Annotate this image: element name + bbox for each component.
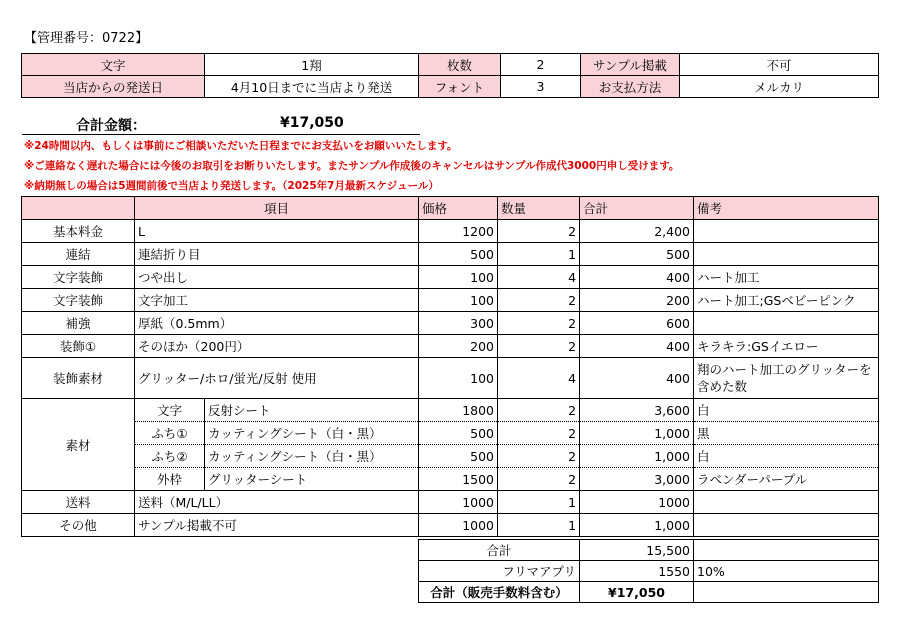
row-category: その他 [22,514,135,537]
row-subtotal: 400 [580,266,694,289]
notice-cancel: ※ご連絡なく遅れた場合には今後のお取引をお断りいたします。またサンプル作成後のキャンセルはサンプル作成代3000円申し受けます。 [24,160,680,172]
header-category [22,197,135,220]
row-qty: 2 [498,220,580,243]
row-qty: 4 [498,358,580,399]
sample-value: 不可 [680,54,879,76]
payment-label: お支払方法 [581,76,680,98]
table-row [22,358,879,399]
row-category: 基本料金 [22,220,135,243]
row-subtotal: 400 [580,335,694,358]
summary-fee-rate: 10% [694,561,879,582]
row-item: そのほか（200円） [135,335,419,358]
row-category: 装飾① [22,335,135,358]
summary-table [418,539,879,603]
row-note [694,491,879,514]
summary-fee-value: 1550 [580,561,694,582]
row-qty: 4 [498,266,580,289]
count-value: 2 [501,54,581,76]
table-row [22,312,879,335]
items-table [21,196,879,537]
row-subtotal: 2,400 [580,220,694,243]
info-row [22,54,879,76]
row-item: つや出し [135,266,419,289]
header-item: 項目 [135,197,419,220]
total-amount-value: ¥17,050 [280,115,344,131]
row-item: 厚紙（0.5mm） [135,312,419,335]
summary-fee-label: フリマアプリ [419,561,580,582]
table-row [22,266,879,289]
row-item: 反射シート [205,399,419,422]
row-qty: 2 [498,399,580,422]
notice-delivery: ※納期無しの場合は5週間前後で当店より発送します。（2025年7月最新スケジュール） [24,180,439,192]
row-item: 送料（M/L/LL） [135,491,419,514]
header-qty: 数量 [498,197,580,220]
row-note [694,514,879,537]
row-price: 500 [419,422,498,445]
row-qty: 1 [498,514,580,537]
row-subtotal: 500 [580,243,694,266]
header-subtotal: 合計 [580,197,694,220]
row-subtotal: 1000 [580,491,694,514]
material-category: 素材 [22,399,135,491]
row-item: サンプル掲載不可 [135,514,419,537]
summary-subtotal-value: 15,500 [580,540,694,561]
table-row [22,422,879,445]
row-qty: 2 [498,312,580,335]
row-note: 白 [694,445,879,468]
row-category: 装飾素材 [22,358,135,399]
row-category: 文字装飾 [22,289,135,312]
row-price: 1500 [419,468,498,491]
row-item: カッティングシート（白・黒） [205,445,419,468]
text-value: 1翔 [205,54,419,76]
row-item: 連結折り目 [135,243,419,266]
row-subtotal: 1,000 [580,445,694,468]
row-note: 翔のハート加工のグリッターを含めた数 [694,358,879,399]
info-row [22,76,879,98]
row-price: 500 [419,243,498,266]
row-subtotal: 600 [580,312,694,335]
table-row [22,220,879,243]
row-price: 100 [419,266,498,289]
row-price: 200 [419,335,498,358]
row-item: グリッター/ホロ/蛍光/反射 使用 [135,358,419,399]
row-price: 100 [419,289,498,312]
row-item: 文字加工 [135,289,419,312]
row-subtotal: 1,000 [580,422,694,445]
row-qty: 1 [498,243,580,266]
row-price: 1800 [419,399,498,422]
sample-label: サンプル掲載 [581,54,680,76]
summary-subtotal-row [419,540,879,561]
row-note [694,243,879,266]
table-row [22,491,879,514]
row-price: 300 [419,312,498,335]
row-note: 黒 [694,422,879,445]
material-sub: ふち② [135,445,205,468]
row-category: 送料 [22,491,135,514]
material-sub: 外枠 [135,468,205,491]
row-price: 500 [419,445,498,468]
row-item: グリッターシート [205,468,419,491]
order-info-table [21,53,879,98]
summary-grand-value: ¥17,050 [580,582,694,603]
summary-grand-row [419,582,879,603]
count-label: 枚数 [419,54,501,76]
row-qty: 2 [498,335,580,358]
row-note: ラベンダーパープル [694,468,879,491]
row-subtotal: 3,000 [580,468,694,491]
font-label: フォント [419,76,501,98]
row-qty: 2 [498,289,580,312]
row-item: カッティングシート（白・黒） [205,422,419,445]
row-item: L [135,220,419,243]
material-sub: 文字 [135,399,205,422]
row-note: ハート加工 [694,266,879,289]
row-note: ハート加工;GSベビーピンク [694,289,879,312]
total-amount-label: 合計金額： [76,118,146,134]
header-note: 備考 [694,197,879,220]
row-category: 連結 [22,243,135,266]
table-row [22,445,879,468]
summary-fee-row [419,561,879,582]
table-row [22,399,879,422]
row-subtotal: 1,000 [580,514,694,537]
table-row [22,468,879,491]
summary-subtotal-label: 合計 [419,540,580,561]
ship-date-label: 当店からの発送日 [22,76,205,98]
row-category: 補強 [22,312,135,335]
text-label: 文字 [22,54,205,76]
table-row [22,335,879,358]
font-value: 3 [501,76,581,98]
row-subtotal: 3,600 [580,399,694,422]
payment-value: メルカリ [680,76,879,98]
row-price: 1200 [419,220,498,243]
row-qty: 2 [498,445,580,468]
summary-grand-note [694,582,879,603]
row-note: 白 [694,399,879,422]
summary-subtotal-note [694,540,879,561]
row-note: キラキラ:GSイエロー [694,335,879,358]
total-underline [22,134,420,135]
row-category: 文字装飾 [22,266,135,289]
items-header-row [22,197,879,220]
row-qty: 1 [498,491,580,514]
row-subtotal: 200 [580,289,694,312]
table-row [22,243,879,266]
row-note [694,312,879,335]
row-price: 1000 [419,514,498,537]
material-sub: ふち① [135,422,205,445]
ship-date-value: 4月10日までに当店より発送 [205,76,419,98]
table-row [22,514,879,537]
row-qty: 2 [498,468,580,491]
header-price: 価格 [419,197,498,220]
summary-grand-label: 合計（販売手数料含む） [419,582,580,603]
table-row [22,289,879,312]
notice-payment: ※24時間以内、もしくは事前にご相談いただいた日程までにお支払いをお願いいたします。 [24,140,458,152]
row-price: 100 [419,358,498,399]
row-price: 1000 [419,491,498,514]
row-note [694,220,879,243]
row-qty: 2 [498,422,580,445]
management-number: 【管理番号：0722】 [24,31,149,46]
row-subtotal: 400 [580,358,694,399]
